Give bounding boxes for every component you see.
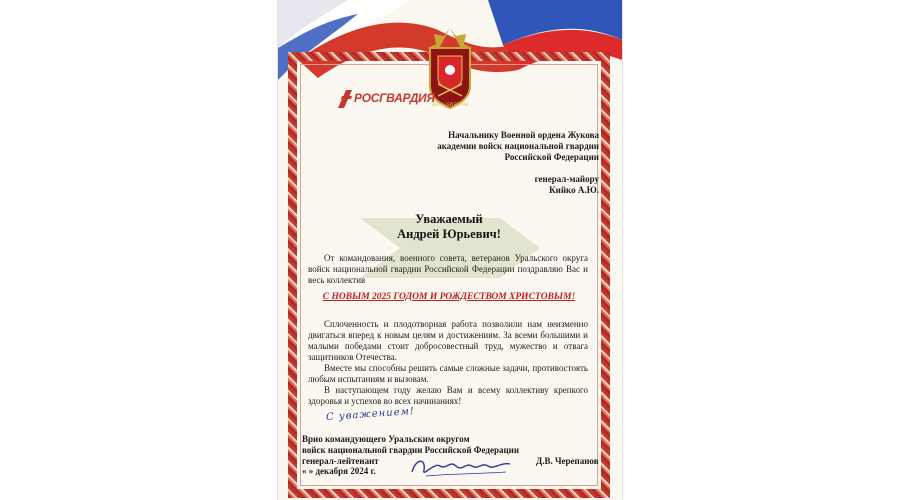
addressee-name: Кийко А.Ю. bbox=[549, 185, 599, 195]
body-paragraph-3: В наступающем году желаю Вам и всему коллективу крепкого здоровья и успехов во всех начинаниях! bbox=[308, 385, 588, 406]
letter-date: « » декабря 2024 г. bbox=[302, 466, 376, 476]
salutation-line-1: Уважаемый bbox=[415, 212, 483, 226]
body-paragraph-1: Сплоченность и плодотворная работа позволили нам неизменно двигаться вперед к новым целям и достижениям. За всеми большими и малыми победами стоит добросовестный труд, мужество и отвага защитников Отечества. bbox=[308, 319, 588, 362]
addressee-rank-block bbox=[399, 174, 599, 196]
addressee-block bbox=[399, 130, 599, 163]
addressee-line-3: Российской Федерации bbox=[504, 152, 599, 162]
rosgvardia-logo bbox=[336, 88, 435, 110]
intro-paragraph: От командования, военного совета, ветеранов Уральского округа войск национальной гвардии Российской Федерации поздравляю Вас и весь коллектив bbox=[308, 253, 588, 285]
holiday-greeting: С НОВЫМ 2025 ГОДОМ И РОЖДЕСТВОМ ХРИСТОВЫМ! bbox=[322, 292, 576, 302]
handwritten-note: С уважением! bbox=[325, 405, 416, 424]
handwritten-signature bbox=[406, 452, 516, 482]
signer-title-line-1: Врио командующего Уральским округом bbox=[302, 434, 470, 444]
brand-name: РОСГВАРДИЯ bbox=[354, 91, 435, 105]
salutation-line-2: Андрей Юрьевич! bbox=[397, 227, 501, 241]
body-paragraph-2: Вместе мы способны решить самые сложные задачи, противостоять любым испытаниям и вызовам. bbox=[308, 363, 588, 384]
letter-sheet bbox=[278, 0, 622, 500]
addressee-line-1: Начальнику Военной ордена Жукова bbox=[448, 130, 599, 140]
logo-mark-icon bbox=[336, 88, 354, 110]
signer-rank: генерал-лейтенант bbox=[302, 456, 379, 466]
emblem-motto: ВЕРНЫ ЕЙ ВЕРНЫ bbox=[431, 102, 469, 107]
addressee-line-2: академии войск национальной гвардии bbox=[437, 141, 599, 151]
signer-title-line-2: войск национальной гвардии Российской Федерации bbox=[302, 445, 520, 455]
signer-name: Д.В. Черепанов bbox=[536, 456, 599, 466]
addressee-rank: генерал-майору bbox=[534, 174, 599, 184]
